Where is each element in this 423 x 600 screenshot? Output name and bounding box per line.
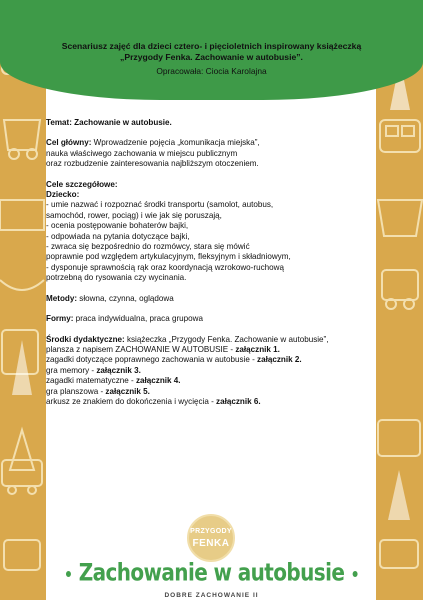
forms-value: praca indywidualna, praca grupowa	[73, 314, 204, 324]
forms-label: Formy:	[46, 314, 74, 324]
topic-value: Zachowanie w autobusie.	[71, 118, 172, 127]
traffic-cone-icon	[388, 470, 410, 520]
forms-paragraph	[46, 314, 376, 324]
aid-item	[46, 387, 376, 397]
main-goal-line-1	[46, 138, 376, 148]
methods-paragraph	[46, 294, 376, 304]
title-line-2: „Przygody Fenka. Zachowanie w autobusie”.	[120, 52, 303, 62]
goal-item: - ocenia postępowanie bohaterów bajki,	[46, 221, 189, 231]
aid-item	[46, 376, 376, 386]
aid-item	[46, 355, 376, 365]
attachment-ref: załącznik 2.	[257, 355, 302, 365]
bus-window-icon	[402, 126, 414, 136]
aids-paragraph	[46, 335, 376, 345]
lesson-plan-body	[46, 118, 376, 407]
attachment-ref: załącznik 1.	[235, 344, 280, 354]
topic-paragraph	[46, 118, 376, 128]
main-goal-text: Wprowadzenie pojęcia „komunikacja miejska”,	[91, 138, 260, 148]
author-line: Opracowała: Ciocia Karolajna	[156, 66, 267, 76]
badge-line-1: PRZYGODY	[190, 528, 232, 535]
aid-text: zagadki dotyczące poprawnego zachowania w autobusie -	[46, 355, 258, 365]
main-goal-line-2: nauka właściwego zachowania w miejscu publicznym	[46, 148, 238, 158]
spacer	[46, 284, 376, 294]
attachment-ref: załącznik 6.	[216, 396, 261, 406]
wheel-icon	[28, 486, 36, 494]
bullet-right: •	[350, 566, 360, 585]
aid-text: gra planszowa -	[46, 386, 106, 396]
detailed-goals-label: Cele szczegółowe:	[46, 179, 118, 189]
aid-item	[46, 345, 376, 355]
goal-item: potrzebną do rysowania czy wycinania.	[46, 273, 187, 283]
aid-text: gra memory -	[46, 365, 97, 375]
aids-list	[46, 345, 376, 407]
goal-item: poprawnie pod względem artykulacyjnym, fleksyjnym i składniowym,	[46, 252, 291, 262]
bus-window-icon	[386, 126, 398, 136]
child-heading	[46, 190, 376, 200]
spacer	[46, 325, 376, 335]
spacer	[46, 128, 376, 138]
bullet-left: •	[63, 566, 73, 585]
goals-list	[46, 200, 376, 283]
main-goal-label: Cel główny:	[46, 138, 92, 148]
aids-intro: książeczka „Przygody Fenka. Zachowanie w autobusie”,	[124, 334, 329, 344]
detailed-goals-heading	[46, 180, 376, 190]
attachment-ref: załącznik 5.	[105, 386, 150, 396]
aid-text: arkusz ze znakiem do dokończenia i wycięcia -	[46, 396, 217, 406]
building-icon	[0, 200, 44, 230]
logo-tagline: DOBRE ZACHOWANIE II	[164, 592, 259, 599]
aid-text: zagadki matematyczne -	[46, 376, 136, 386]
goal-item: - dysponuje sprawnością rąk oraz koordynacją wzrokowo-ruchową	[46, 262, 284, 272]
methods-value: słowna, czynna, oglądowa	[77, 293, 174, 303]
wheel-icon	[8, 486, 16, 494]
aid-item	[46, 366, 376, 376]
logo-subject-text: Zachowanie w autobusie	[78, 557, 345, 587]
truck-icon	[378, 200, 422, 236]
spacer	[46, 304, 376, 314]
traffic-cone-icon	[10, 430, 34, 470]
left-decorative-bar	[0, 0, 46, 600]
goal-item: samochód, rower, pociąg) i wie jak się poruszają,	[46, 210, 222, 220]
bus-icon	[378, 420, 420, 456]
transport-pattern-left	[0, 0, 46, 600]
topic-label: Temat:	[46, 118, 72, 127]
goal-item: - umie nazwać i rozpoznać środki transportu (samolot, autobus,	[46, 200, 274, 210]
aids-label: Środki dydaktyczne:	[46, 334, 125, 344]
header-banner	[0, 0, 423, 100]
road-icon	[0, 280, 44, 290]
van-icon	[2, 460, 42, 486]
goal-item: - odpowiada na pytania dotyczące bajki,	[46, 231, 190, 241]
aid-text: plansza z napisem ZACHOWANIE W AUTOBUSIE -	[46, 344, 236, 354]
car-icon	[4, 120, 40, 150]
transport-pattern-right	[376, 0, 423, 600]
main-goal-line-3: oraz rozbudzenie zainteresowania najbliższym otoczeniem.	[46, 159, 259, 169]
methods-label: Metody:	[46, 293, 78, 303]
child-label: Dziecko:	[46, 190, 80, 200]
attachment-ref: załącznik 4.	[135, 376, 181, 386]
goal-item: - zwraca się bezpośrednio do rozmówcy, stara się mówić	[46, 242, 250, 252]
attachment-ref: załącznik 3.	[96, 365, 141, 375]
spacer	[46, 170, 376, 180]
document-title	[30, 41, 393, 63]
right-decorative-bar	[376, 0, 423, 600]
fenek-badge	[187, 514, 235, 562]
car-icon	[382, 270, 418, 300]
logo-subject	[0, 558, 423, 586]
title-line-1: Scenariusz zajęć dla dzieci cztero- i pięcioletnich inspirowany książeczką	[61, 41, 362, 51]
aid-item	[46, 397, 376, 407]
traffic-cone-icon	[12, 340, 32, 395]
badge-line-2: FENKA	[192, 538, 230, 549]
